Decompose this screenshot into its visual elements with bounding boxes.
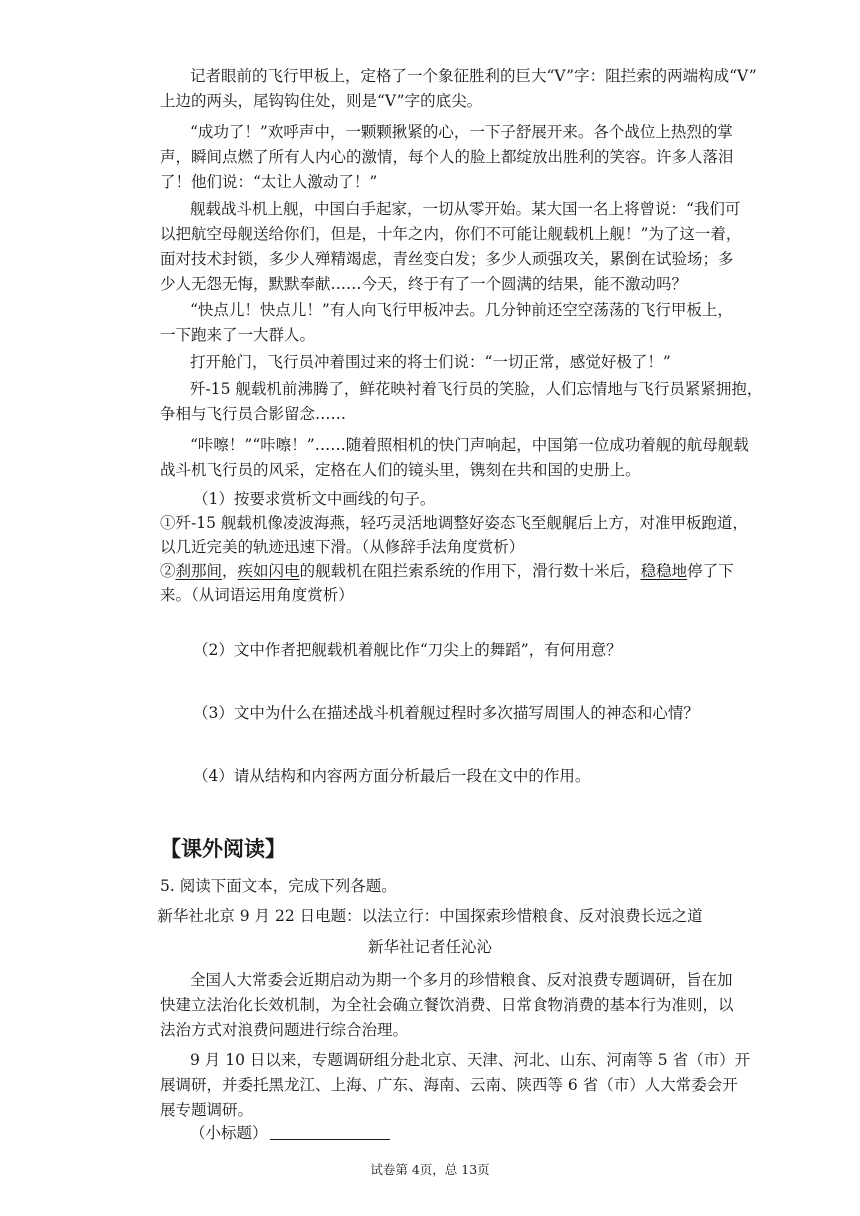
punctuation: ， (222, 562, 238, 580)
passage-line: 以把航空母舰送给你们，但是，十年之内，你们不可能让舰载机上舰！”为了这一着， (160, 225, 742, 243)
passage-line: 上边的两头，尾钩钩住处，则是“V”字的底尖。 (160, 92, 483, 110)
passage-line: 记者眼前的飞行甲板上，定格了一个象征胜利的巨大“V”字：阻拦索的两端构成“V” (190, 67, 757, 85)
question-1a-line: 以几近完美的轨迹迅速下滑。（从修辞手法角度赏析） (160, 538, 525, 556)
passage-line: “成功了！”欢呼声中，一颗颗揪紧的心，一下子舒展开来。各个战位上热烈的掌 (190, 123, 733, 141)
article-line: 9 月 10 日以来，专题调研组分赴北京、天津、河北、山东、河南等 5 省（市）开 (190, 1051, 751, 1069)
sentence-text: 的舰载机在阻拦索系统的作用下，滑行数十米后， (299, 562, 641, 580)
passage-line: “咔嚓！”“咔嚓！”……随着照相机的快门声响起，中国第一位成功着舰的航母舰载 (190, 436, 749, 454)
question-1: （1）按要求赏析文中画线的句子。 (193, 490, 436, 508)
underlined-word: 刹那间 (175, 562, 223, 580)
subtitle-label: （小标题） (190, 1124, 268, 1142)
question-1b-line: 来。（从词语运用角度赏析） (160, 586, 354, 604)
underlined-word: 稳稳地 (640, 562, 688, 580)
sentence-text: 停了下 (687, 562, 734, 580)
question-1a-line: ①歼-15 舰载机像凌波海燕，轻巧灵活地调整好姿态飞至舰艉后上方，对准甲板跑道， (160, 514, 748, 532)
passage-line: 打开舱门，飞行员冲着围过来的将士们说：“一切正常，感觉好极了！” (190, 353, 671, 371)
question-1b-line (160, 561, 734, 581)
subtitle-blank-line (190, 1123, 730, 1143)
section-heading: 【课外阅读】 (160, 837, 286, 861)
article-line: 快建立法治化长效机制，为全社会确立餐饮消费、日常食物消费的基本行为准则，以 (160, 996, 734, 1014)
answer-blank[interactable] (270, 1123, 390, 1140)
article-line: 法治方式对浪费问题进行综合治理。 (160, 1021, 409, 1039)
question-4: （4）请从结构和内容两方面分析最后一段在文中的作用。 (193, 767, 591, 785)
article-byline: 新华社记者任沁沁 (367, 938, 492, 956)
article-line: 展调研，并委托黑龙江、上海、广东、海南、云南、陕西等 6 省（市）人大常委会开 (160, 1076, 738, 1094)
passage-line: “快点儿！快点儿！”有人向飞行甲板冲去。几分钟前还空空荡荡的飞行甲板上， (190, 301, 733, 319)
article-line: 展专题调研。 (160, 1101, 254, 1119)
question-5-instruction: 5. 阅读下面文本，完成下列各题。 (160, 877, 397, 895)
passage-line: 声，瞬间点燃了所有人内心的激情，每个人的脸上都绽放出胜利的笑容。许多人落泪 (160, 148, 734, 166)
article-line: 全国人大常委会近期启动为期一个多月的珍惜粮食、反对浪费专题调研，旨在加 (190, 971, 733, 989)
question-3: （3）文中为什么在描述战斗机着舰过程时多次描写周围人的神态和心情？ (193, 704, 699, 722)
passage-line: 一下跑来了一大群人。 (160, 326, 316, 344)
passage-line: 舰载战斗机上舰，中国白手起家，一切从零开始。某大国一名上将曾说：“我们可 (190, 200, 741, 218)
question-2: （2）文中作者把舰载机着舰比作“刀尖上的舞蹈”，有何用意？ (193, 641, 622, 659)
passage-line: 了！他们说：“太让人激动了！” (160, 173, 378, 191)
passage-line: 战斗机飞行员的风采，定格在人们的镜头里，镌刻在共和国的史册上。 (160, 461, 641, 479)
passage-line: 歼-15 舰载机前沸腾了，鲜花映衬着飞行员的笑脸，人们忘情地与飞行员紧紧拥抱， (190, 380, 763, 398)
page-footer: 试卷第 4页，总 13页 (370, 1162, 490, 1177)
underlined-word: 疾如闪电 (237, 562, 300, 580)
article-title: 新华社北京 9 月 22 日电题：以法立行：中国探索珍惜粮食、反对浪费长远之道 (157, 907, 703, 925)
passage-line: 面对技术封锁，多少人殚精竭虑，青丝变白发；多少人顽强攻关，累倒在试验场；多 (160, 250, 734, 268)
passage-line: 争相与飞行员合影留念…… (160, 405, 347, 423)
circled-number: ② (160, 562, 176, 580)
passage-line: 少人无怨无悔，默默奉献……今天，终于有了一个圆满的结果，能不激动吗？ (160, 275, 688, 293)
